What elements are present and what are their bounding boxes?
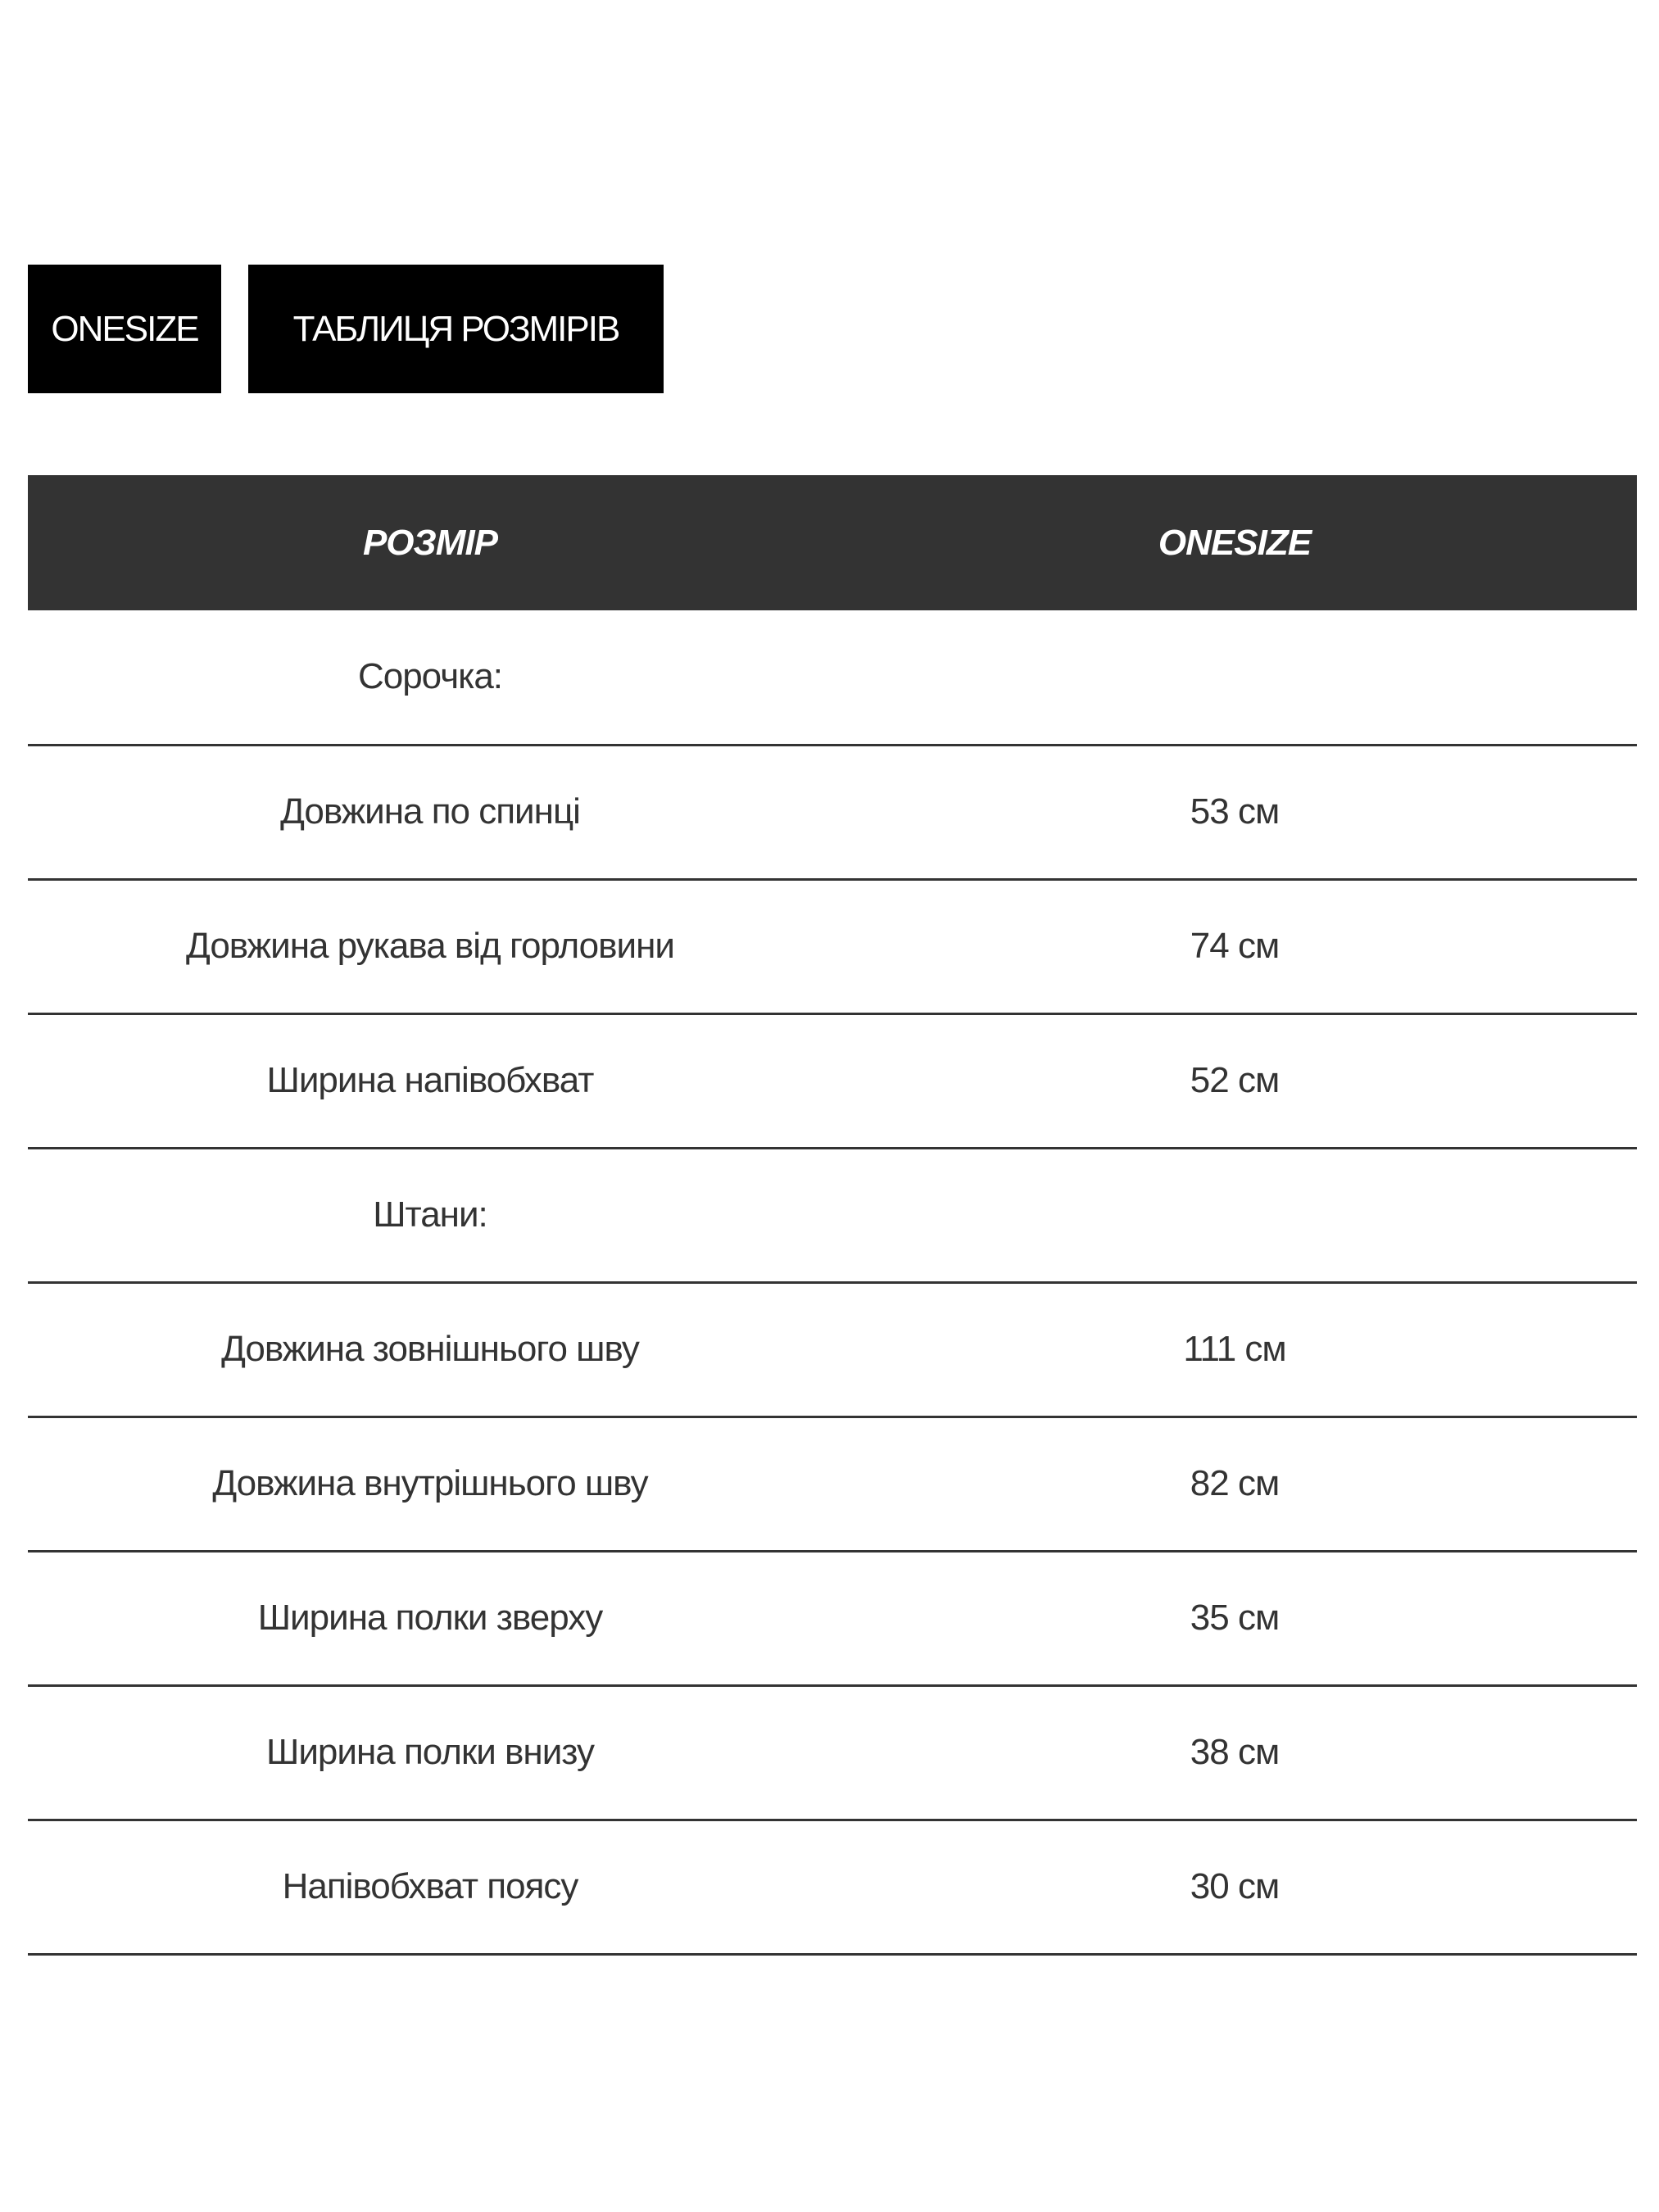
- row-value: 35 см: [832, 1551, 1637, 1685]
- row-label: Ширина полки внизу: [28, 1685, 832, 1820]
- row-value: 111 см: [832, 1282, 1637, 1416]
- table-row: [28, 1148, 1637, 1282]
- tab-size-chart[interactable]: ТАБЛИЦЯ РОЗМІРІВ: [248, 265, 664, 393]
- row-value: 52 см: [832, 1013, 1637, 1148]
- header-onesize: ONESIZE: [1158, 522, 1312, 563]
- row-label: Сорочка:: [28, 610, 832, 745]
- row-value: 82 см: [832, 1416, 1637, 1551]
- row-value: 53 см: [832, 745, 1637, 879]
- row-label: Довжина по спинці: [28, 745, 832, 879]
- table-row: [28, 610, 1637, 745]
- row-label: Напівобхват поясу: [28, 1820, 832, 1954]
- row-label: Довжина зовнішнього шву: [28, 1282, 832, 1416]
- row-value: [832, 610, 1637, 745]
- row-value: [832, 1148, 1637, 1282]
- table-row: [28, 1820, 1637, 1954]
- size-tabs: [28, 265, 664, 393]
- table-row: [28, 1416, 1637, 1551]
- table-row: [28, 1013, 1637, 1148]
- row-label: Довжина рукава від горловини: [28, 879, 832, 1013]
- row-label: Штани:: [28, 1148, 832, 1282]
- table-row: [28, 879, 1637, 1013]
- row-label: Довжина внутрішнього шву: [28, 1416, 832, 1551]
- table-header-row: [28, 475, 1637, 610]
- row-value: 74 см: [832, 879, 1637, 1013]
- row-value: 38 см: [832, 1685, 1637, 1820]
- header-size: РОЗМІР: [362, 522, 498, 563]
- table-row: [28, 1685, 1637, 1820]
- table-row: [28, 745, 1637, 879]
- row-label: Ширина напівобхват: [28, 1013, 832, 1148]
- tab-onesize[interactable]: ONESIZE: [28, 265, 221, 393]
- row-label: Ширина полки зверху: [28, 1551, 832, 1685]
- table-row: [28, 1282, 1637, 1416]
- row-value: 30 см: [832, 1820, 1637, 1954]
- table-row: [28, 1551, 1637, 1685]
- size-table: [28, 475, 1637, 1956]
